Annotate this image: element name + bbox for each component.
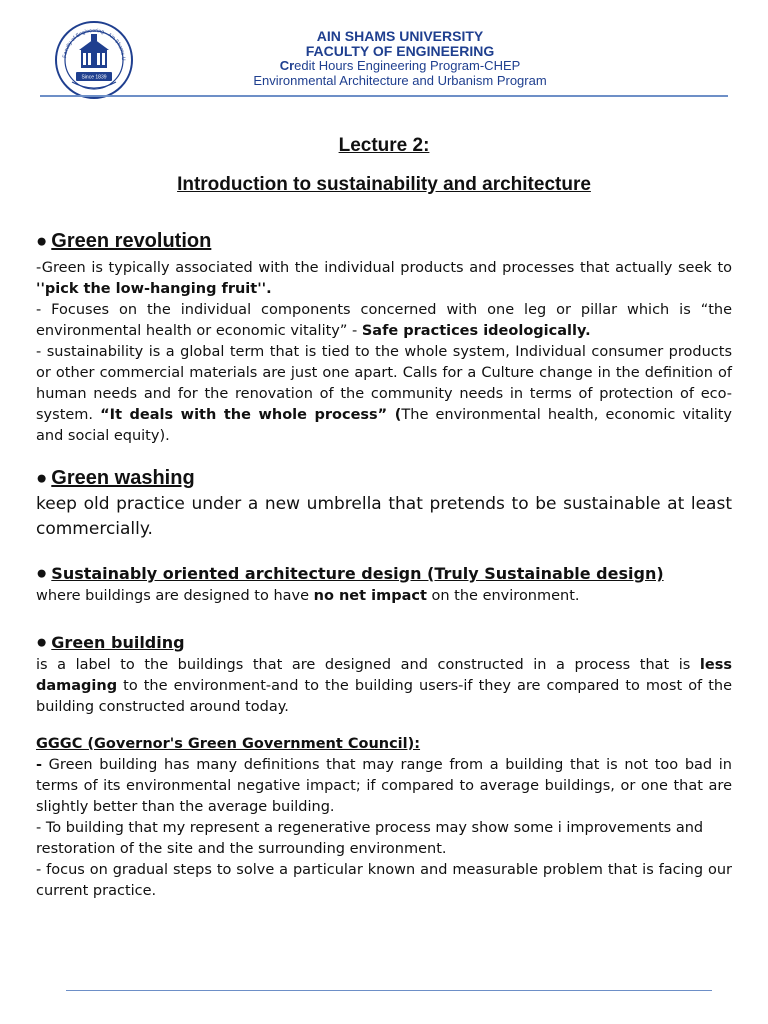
paragraph: - To building that my represent a regenerative process may show some i improvements and restoration of the site and the surrounding environment. [36,819,704,857]
text-run: - sustainability is a global term that is tied to the whole system, Individual consumer products or other commercial materials are just one apart. Calls for a Culture change in the definition of human needs and for the renovation of the community needs in terms of protection of eco-system. [36,343,732,423]
text-run: -Green is typically associated with the individual products and processes that actually seek to [36,259,732,276]
paragraph [36,586,732,607]
page-header [0,0,768,100]
section-heading-green-building [36,631,732,653]
program-line-2: Environmental Architecture and Urbanism Program [253,73,547,88]
text-run: where buildings are designed to have [36,587,314,604]
text-run: to the environment-and to the building users-if they are compared to most of the building constructed around today. [36,677,732,715]
lecture-subtitle: Introduction to sustainability and architecture [177,173,591,195]
lecture-title: Lecture 2: [338,135,430,156]
bold-run: no net impact [313,587,427,604]
header-divider [40,95,728,97]
bullet-icon: ● [36,630,48,652]
bold-run: less damaging [36,656,732,694]
paragraph: - focus on gradual steps to solve a particular known and measurable problem that is facing our current practice. [36,861,732,899]
paragraph [36,342,732,447]
document-body [36,130,732,902]
paragraph [36,258,732,300]
gggc-heading: GGGC (Governor's Green Government Council): [36,735,421,752]
paragraph: keep old practice under a new umbrella that pretends to be sustainable at least commercially. [36,493,732,539]
program-line-1 [200,59,600,72]
section-heading-text: Sustainably oriented architecture design (Truly Sustainable design) [51,563,664,583]
bold-run: “It deals with the whole process” ( [100,406,402,423]
section-heading-sustainably-oriented [36,562,732,584]
bullet-icon: ● [36,229,48,251]
paragraph [36,655,732,718]
seal-ring-text: Faculty of Engineering - Ain Shams U [62,27,127,61]
section-heading-green-revolution [36,230,732,253]
text-run: is a label to the buildings that are designed and constructed in a process that is [36,656,700,673]
bold-run: Safe practices ideologically. [361,322,591,339]
section-heading-text: Green revolution [51,229,212,252]
text-run: Green building has many definitions that may range from a building that is not too bad in terms of its environmental negative impact; if compared to average buildings, or one that are slightly better than the average building. [36,756,732,815]
section-heading-green-washing [36,467,732,490]
bold-run: - [36,756,43,773]
bullet-icon: ● [36,466,48,488]
section-heading-text: Green building [51,632,185,652]
section-heading-text: Green washing [51,466,195,489]
university-name: AIN SHAMS UNIVERSITY [316,28,484,44]
program-line-1-initial: Cr [279,58,295,73]
program-line-1-rest: edit Hours Engineering Program-CHEP [294,58,521,73]
paragraph [36,755,732,818]
text-run: on the environment. [426,587,580,604]
faculty-name: FACULTY OF ENGINEERING [305,43,495,59]
paragraph [36,300,732,342]
bold-run: ''pick the low-hanging fruit''. [36,280,272,297]
section-body-sustainably-oriented [36,586,732,607]
university-seal-icon [54,20,134,100]
section-body-green-washing [36,492,732,542]
text-run: The environmental health, economic vitality and social equity). [36,406,732,444]
section-body-gggc [36,755,732,902]
text-run: - Focuses on the individual components concerned with one leg or pillar which is “the environmental health or economic vitality” - [36,301,732,339]
section-body-green-building [36,655,732,718]
section-body-green-revolution [36,258,732,447]
seal-since-text: Since 1839 [81,74,107,81]
footer-divider [66,990,712,991]
bullet-icon: ● [36,561,48,583]
